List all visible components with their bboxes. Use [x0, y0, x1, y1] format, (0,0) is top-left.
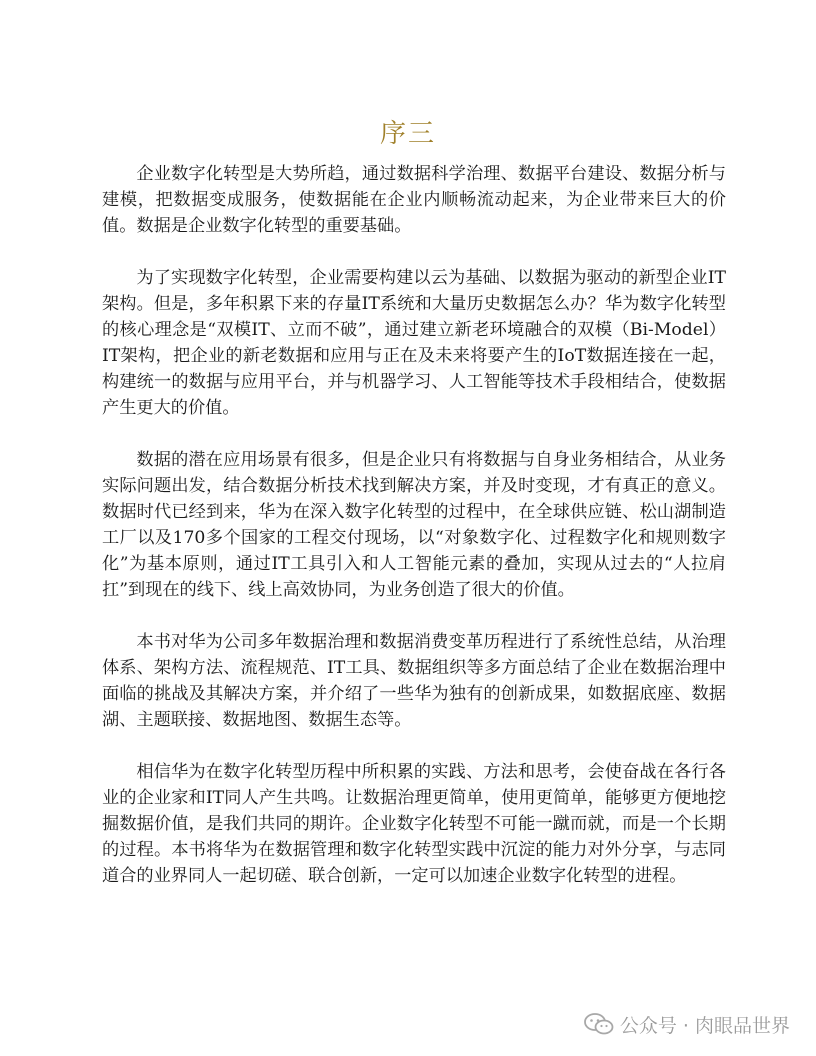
- paragraph-2: 为了实现数字化转型，企业需要构建以云为基础、以数据为驱动的新型企业IT架构。但是，多年积累下来的存量IT系统和大量历史数据怎么办？华为数字化转型的核心理念是“双模IT、立而不破”，通过建立新老环境融合的双模（Bi-Model）IT架构，把企业的新老数据和应用与正在及未来将要产生的IoT数据连接在一起，构建统一的数据与应用平台，并与机器学习、人工智能等技术手段相结合，使数据产生更大的价值。: [102, 268, 726, 418]
- paragraph-3: 数据的潜在应用场景有很多，但是企业只有将数据与自身业务相结合，从业务实际问题出发，结合数据分析技术找到解决方案，并及时变现，才有真正的意义。数据时代已经到来，华为在深入数字化转型的过程中，在全球供应链、松山湖制造工厂以及170多个国家的工程交付现场，以“对象数字化、过程数字化和规则数字化”为基本原则，通过IT工具引入和人工智能元素的叠加，实现从过去的“人拉肩扛”到现在的线下、线上高效协同，为业务创造了很大的价值。: [102, 450, 726, 600]
- body-text: [102, 161, 726, 915]
- paragraph-1: 企业数字化转型是大势所趋，通过数据科学治理、数据平台建设、数据分析与建模，把数据变成服务，使数据能在企业内顺畅流动起来，为企业带来巨大的价值。数据是企业数字化转型的重要基础。: [102, 164, 726, 236]
- watermark-text: 公众号 · 肉眼品世界: [619, 1014, 790, 1037]
- watermark: [584, 1010, 790, 1038]
- paragraph-5: 相信华为在数字化转型历程中所积累的实践、方法和思考，会使奋战在各行各业的企业家和IT同人产生共鸣。让数据治理更简单，使用更简单，能够更方便地挖掘数据价值，是我们共同的期许。企业数字化转型不可能一蹴而就，而是一个长期的过程。本书将华为在数据管理和数字化转型实践中沉淀的能力对外分享，与志同道合的业界同人一起切磋、联合创新，一定可以加速企业数字化转型的进程。: [102, 762, 726, 886]
- wechat-icon: [584, 1012, 614, 1036]
- paragraph-4: 本书对华为公司多年数据治理和数据消费变革历程进行了系统性总结，从治理体系、架构方法、流程规范、IT工具、数据组织等多方面总结了企业在数据治理中面临的挑战及其解决方案，并介绍了一些华为独有的创新成果，如数据底座、数据湖、主题联接、数据地图、数据生态等。: [102, 632, 726, 730]
- page-title: 序三: [379, 119, 436, 149]
